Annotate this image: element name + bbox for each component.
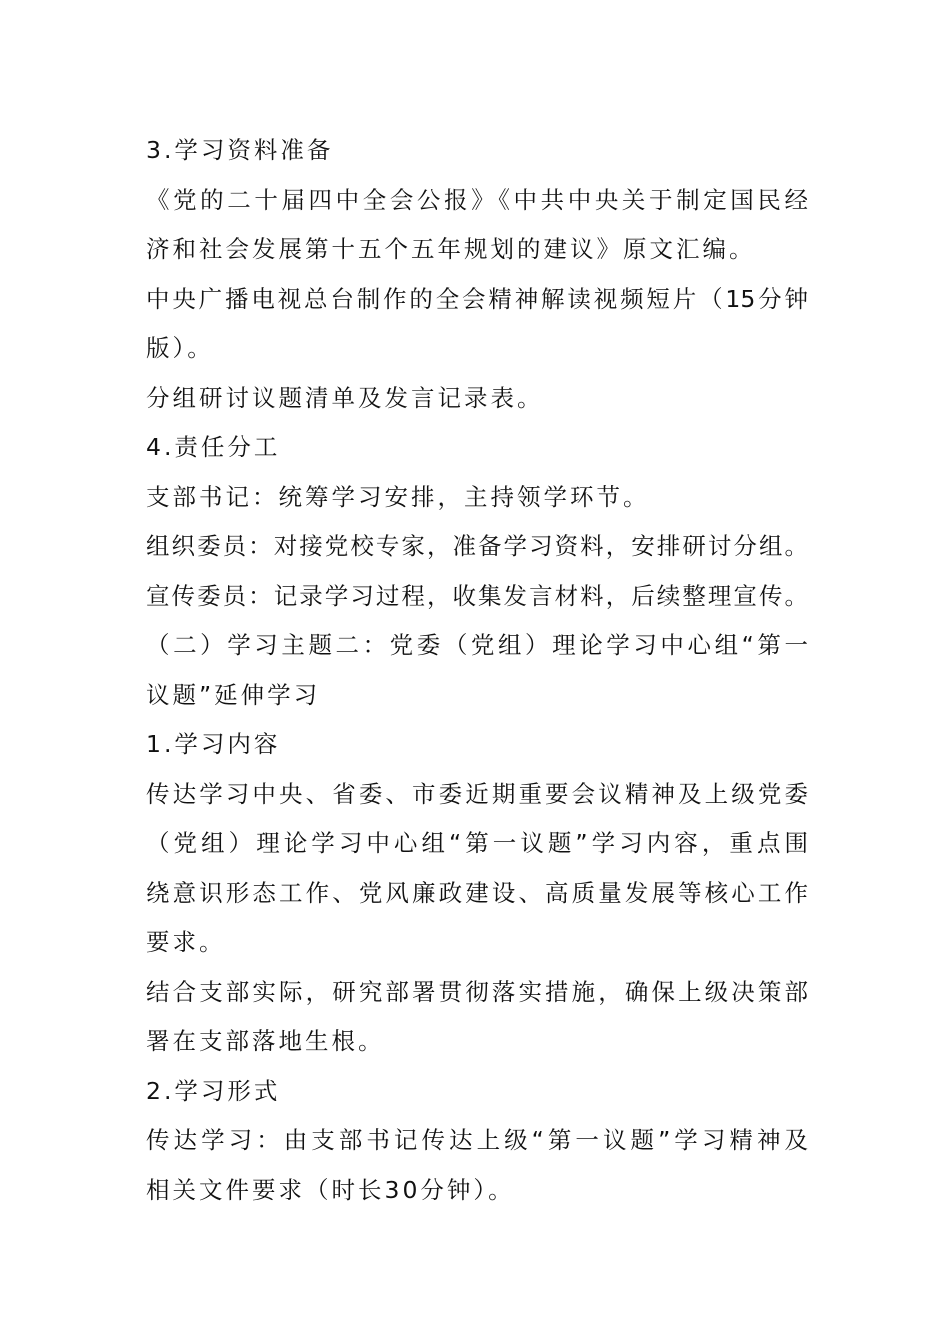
paragraph-line: 传达学习中央、省委、市委近期重要会议精神及上级党委: [146, 779, 808, 808]
paragraph-line: 结合支部实际，研究部署贯彻落实措施，确保上级决策部: [146, 977, 808, 1006]
section-heading-4-responsibilities: 4.责任分工: [146, 433, 281, 461]
paragraph-line: 组织委员：对接党校专家，准备学习资料，安排研讨分组。: [146, 532, 808, 560]
paragraph-line: 绕意识形态工作、党风廉政建设、高质量发展等核心工作: [146, 878, 808, 907]
paragraph-line: 版）。: [146, 334, 214, 362]
section-heading-2-format: 2.学习形式: [146, 1076, 281, 1105]
subsection-heading-topic-two: （二）学习主题二：党委（党组）理论学习中心组“第一: [146, 631, 808, 659]
paragraph-line: 宣传委员：记录学习过程，收集发言材料，后续整理宣传。: [146, 581, 808, 610]
paragraph-line: 分组研讨议题清单及发言记录表。: [146, 383, 544, 412]
paragraph-line: 署在支部落地生根。: [146, 1027, 385, 1055]
paragraph-line: 中央广播电视总台制作的全会精神解读视频短片（15分钟: [146, 284, 808, 313]
paragraph-line: 相关文件要求（时长30分钟）。: [146, 1175, 515, 1204]
paragraph-line: （党组）理论学习中心组“第一议题”学习内容，重点围: [146, 829, 808, 857]
paragraph-line: 《党的二十届四中全会公报》《中共中央关于制定国民经: [146, 185, 808, 214]
paragraph-line: 要求。: [146, 928, 226, 956]
subsection-heading-topic-two-cont: 议题”延伸学习: [146, 680, 321, 709]
section-heading-3-materials: 3.学习资料准备: [146, 136, 334, 164]
paragraph-line: 传达学习：由支部书记传达上级“第一议题”学习精神及: [146, 1126, 808, 1154]
paragraph-line: 支部书记：统筹学习安排，主持领学环节。: [146, 482, 650, 511]
section-heading-1-content: 1.学习内容: [146, 730, 281, 758]
document-body: [146, 126, 808, 1215]
paragraph-line: 济和社会发展第十五个五年规划的建议》原文汇编。: [146, 235, 756, 263]
